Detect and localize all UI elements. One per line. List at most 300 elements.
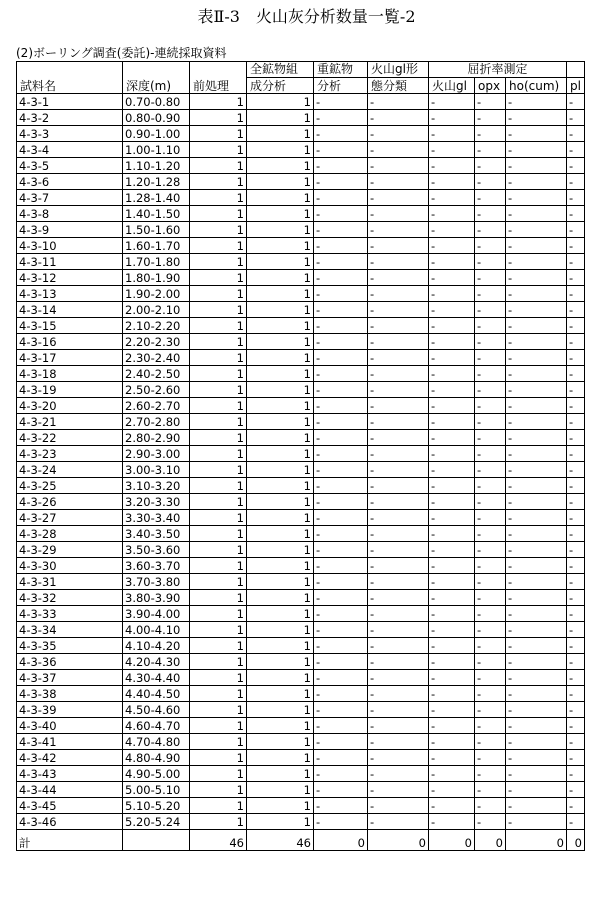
- depth-cell: 1.50-1.60: [123, 222, 190, 238]
- sample-cell: 4-3-30: [17, 558, 123, 574]
- total-r-ho: 0: [506, 830, 567, 851]
- depth-cell: 2.80-2.90: [123, 430, 190, 446]
- r-pl-cell: -: [567, 798, 585, 814]
- allmin-cell: 1: [247, 766, 314, 782]
- allmin-cell: 1: [247, 110, 314, 126]
- heavy-cell: -: [314, 302, 368, 318]
- allmin-cell: 1: [247, 718, 314, 734]
- header-r-ho: ho(cum): [506, 78, 567, 94]
- heavy-cell: -: [314, 574, 368, 590]
- r-glass-cell: -: [429, 590, 475, 606]
- glass-cell: -: [368, 334, 429, 350]
- table-row: [17, 494, 585, 510]
- total-label: 計: [17, 830, 123, 851]
- sample-cell: 4-3-45: [17, 798, 123, 814]
- r-ho-cell: -: [506, 670, 567, 686]
- heavy-cell: -: [314, 686, 368, 702]
- r-ho-cell: -: [506, 254, 567, 270]
- depth-cell: 3.60-3.70: [123, 558, 190, 574]
- sample-cell: 4-3-31: [17, 574, 123, 590]
- table-row: [17, 542, 585, 558]
- pretreat-cell: 1: [190, 430, 247, 446]
- pretreat-cell: 1: [190, 558, 247, 574]
- pretreat-cell: 1: [190, 302, 247, 318]
- r-pl-cell: -: [567, 606, 585, 622]
- table-row: [17, 350, 585, 366]
- r-glass-cell: -: [429, 126, 475, 142]
- sample-cell: 4-3-1: [17, 94, 123, 110]
- heavy-cell: -: [314, 638, 368, 654]
- pretreat-cell: 1: [190, 270, 247, 286]
- depth-cell: 0.80-0.90: [123, 110, 190, 126]
- heavy-cell: -: [314, 414, 368, 430]
- r-pl-cell: -: [567, 366, 585, 382]
- r-opx-cell: -: [475, 654, 506, 670]
- pretreat-cell: 1: [190, 494, 247, 510]
- r-opx-cell: -: [475, 462, 506, 478]
- r-glass-cell: -: [429, 718, 475, 734]
- pretreat-cell: 1: [190, 782, 247, 798]
- heavy-cell: -: [314, 734, 368, 750]
- allmin-cell: 1: [247, 526, 314, 542]
- r-ho-cell: -: [506, 654, 567, 670]
- pretreat-cell: 1: [190, 254, 247, 270]
- allmin-cell: 1: [247, 558, 314, 574]
- total-depth-cell: [123, 830, 190, 851]
- r-pl-cell: -: [567, 206, 585, 222]
- header-depth: 深度(m): [123, 62, 190, 94]
- table-row: [17, 222, 585, 238]
- allmin-cell: 1: [247, 590, 314, 606]
- table-subtitle: (2)ボーリング調査(委託)-連続採取資料: [16, 46, 227, 60]
- r-opx-cell: -: [475, 366, 506, 382]
- table-row: [17, 126, 585, 142]
- r-ho-cell: -: [506, 622, 567, 638]
- r-ho-cell: -: [506, 750, 567, 766]
- total-heavy: 0: [314, 830, 368, 851]
- r-pl-cell: -: [567, 478, 585, 494]
- heavy-cell: -: [314, 622, 368, 638]
- r-glass-cell: -: [429, 558, 475, 574]
- glass-cell: -: [368, 510, 429, 526]
- r-glass-cell: -: [429, 238, 475, 254]
- allmin-cell: 1: [247, 638, 314, 654]
- heavy-cell: -: [314, 654, 368, 670]
- r-ho-cell: -: [506, 126, 567, 142]
- r-pl-cell: -: [567, 766, 585, 782]
- r-opx-cell: -: [475, 542, 506, 558]
- r-pl-cell: -: [567, 302, 585, 318]
- r-glass-cell: -: [429, 526, 475, 542]
- table-row: [17, 702, 585, 718]
- r-glass-cell: -: [429, 542, 475, 558]
- r-opx-cell: -: [475, 446, 506, 462]
- sample-cell: 4-3-37: [17, 670, 123, 686]
- r-pl-cell: -: [567, 446, 585, 462]
- table-row: [17, 654, 585, 670]
- r-pl-cell: -: [567, 430, 585, 446]
- depth-cell: 3.10-3.20: [123, 478, 190, 494]
- header-r-pl: pl: [567, 78, 585, 94]
- allmin-cell: 1: [247, 286, 314, 302]
- r-pl-cell: -: [567, 174, 585, 190]
- pretreat-cell: 1: [190, 686, 247, 702]
- header-glass-line2: 態分類: [368, 78, 429, 94]
- table-row: [17, 238, 585, 254]
- sample-cell: 4-3-42: [17, 750, 123, 766]
- r-ho-cell: -: [506, 446, 567, 462]
- r-opx-cell: -: [475, 350, 506, 366]
- analysis-table: [16, 61, 585, 851]
- glass-cell: -: [368, 94, 429, 110]
- pretreat-cell: 1: [190, 734, 247, 750]
- pretreat-cell: 1: [190, 526, 247, 542]
- r-opx-cell: -: [475, 718, 506, 734]
- depth-cell: 2.40-2.50: [123, 366, 190, 382]
- r-ho-cell: -: [506, 318, 567, 334]
- allmin-cell: 1: [247, 382, 314, 398]
- r-opx-cell: -: [475, 222, 506, 238]
- allmin-cell: 1: [247, 750, 314, 766]
- r-ho-cell: -: [506, 414, 567, 430]
- pretreat-cell: 1: [190, 446, 247, 462]
- r-ho-cell: -: [506, 238, 567, 254]
- depth-cell: 4.40-4.50: [123, 686, 190, 702]
- r-ho-cell: -: [506, 270, 567, 286]
- allmin-cell: 1: [247, 686, 314, 702]
- pretreat-cell: 1: [190, 350, 247, 366]
- r-pl-cell: -: [567, 126, 585, 142]
- table-row: [17, 750, 585, 766]
- table-row: [17, 670, 585, 686]
- depth-cell: 4.20-4.30: [123, 654, 190, 670]
- r-ho-cell: -: [506, 222, 567, 238]
- header-refraction-spacer: [567, 62, 585, 78]
- table-row: [17, 254, 585, 270]
- allmin-cell: 1: [247, 446, 314, 462]
- r-pl-cell: -: [567, 286, 585, 302]
- heavy-cell: -: [314, 462, 368, 478]
- sample-cell: 4-3-20: [17, 398, 123, 414]
- r-pl-cell: -: [567, 494, 585, 510]
- heavy-cell: -: [314, 766, 368, 782]
- table-row: [17, 366, 585, 382]
- glass-cell: -: [368, 766, 429, 782]
- allmin-cell: 1: [247, 622, 314, 638]
- allmin-cell: 1: [247, 366, 314, 382]
- sample-cell: 4-3-46: [17, 814, 123, 830]
- table-header: [17, 62, 585, 94]
- pretreat-cell: 1: [190, 590, 247, 606]
- pretreat-cell: 1: [190, 606, 247, 622]
- sample-cell: 4-3-6: [17, 174, 123, 190]
- allmin-cell: 1: [247, 654, 314, 670]
- allmin-cell: 1: [247, 158, 314, 174]
- depth-cell: 5.00-5.10: [123, 782, 190, 798]
- table-row: [17, 286, 585, 302]
- pretreat-cell: 1: [190, 414, 247, 430]
- allmin-cell: 1: [247, 798, 314, 814]
- glass-cell: -: [368, 206, 429, 222]
- depth-cell: 4.90-5.00: [123, 766, 190, 782]
- pretreat-cell: 1: [190, 366, 247, 382]
- r-glass-cell: -: [429, 174, 475, 190]
- r-pl-cell: -: [567, 574, 585, 590]
- sample-cell: 4-3-29: [17, 542, 123, 558]
- r-glass-cell: -: [429, 750, 475, 766]
- table-row: [17, 398, 585, 414]
- glass-cell: -: [368, 478, 429, 494]
- allmin-cell: 1: [247, 510, 314, 526]
- pretreat-cell: 1: [190, 126, 247, 142]
- sample-cell: 4-3-13: [17, 286, 123, 302]
- r-ho-cell: -: [506, 302, 567, 318]
- table-row: [17, 782, 585, 798]
- allmin-cell: 1: [247, 126, 314, 142]
- r-glass-cell: -: [429, 414, 475, 430]
- glass-cell: -: [368, 430, 429, 446]
- table-row: [17, 590, 585, 606]
- r-glass-cell: -: [429, 142, 475, 158]
- depth-cell: 1.28-1.40: [123, 190, 190, 206]
- allmin-cell: 1: [247, 478, 314, 494]
- pretreat-cell: 1: [190, 814, 247, 830]
- heavy-cell: -: [314, 222, 368, 238]
- header-heavy-line2: 分析: [314, 78, 368, 94]
- glass-cell: -: [368, 782, 429, 798]
- allmin-cell: 1: [247, 782, 314, 798]
- glass-cell: -: [368, 222, 429, 238]
- glass-cell: -: [368, 606, 429, 622]
- depth-cell: 3.90-4.00: [123, 606, 190, 622]
- table-body: [17, 94, 585, 830]
- r-glass-cell: -: [429, 302, 475, 318]
- r-opx-cell: -: [475, 798, 506, 814]
- r-opx-cell: -: [475, 174, 506, 190]
- heavy-cell: -: [314, 430, 368, 446]
- sample-cell: 4-3-24: [17, 462, 123, 478]
- allmin-cell: 1: [247, 142, 314, 158]
- sample-cell: 4-3-34: [17, 622, 123, 638]
- r-pl-cell: -: [567, 222, 585, 238]
- depth-cell: 3.80-3.90: [123, 590, 190, 606]
- pretreat-cell: 1: [190, 286, 247, 302]
- r-opx-cell: -: [475, 206, 506, 222]
- r-glass-cell: -: [429, 782, 475, 798]
- r-ho-cell: -: [506, 334, 567, 350]
- heavy-cell: -: [314, 750, 368, 766]
- table-row: [17, 686, 585, 702]
- depth-cell: 2.20-2.30: [123, 334, 190, 350]
- glass-cell: -: [368, 270, 429, 286]
- glass-cell: -: [368, 414, 429, 430]
- r-opx-cell: -: [475, 478, 506, 494]
- r-opx-cell: -: [475, 686, 506, 702]
- depth-cell: 3.40-3.50: [123, 526, 190, 542]
- heavy-cell: -: [314, 494, 368, 510]
- glass-cell: -: [368, 174, 429, 190]
- glass-cell: -: [368, 366, 429, 382]
- sample-cell: 4-3-41: [17, 734, 123, 750]
- r-ho-cell: -: [506, 110, 567, 126]
- pretreat-cell: 1: [190, 142, 247, 158]
- r-glass-cell: -: [429, 702, 475, 718]
- sample-cell: 4-3-16: [17, 334, 123, 350]
- heavy-cell: -: [314, 174, 368, 190]
- table-row: [17, 510, 585, 526]
- sample-cell: 4-3-36: [17, 654, 123, 670]
- r-pl-cell: -: [567, 734, 585, 750]
- table-row: [17, 382, 585, 398]
- table-row: [17, 414, 585, 430]
- depth-cell: 4.30-4.40: [123, 670, 190, 686]
- total-r-opx: 0: [475, 830, 506, 851]
- r-glass-cell: -: [429, 318, 475, 334]
- header-glass-line1: 火山gl形: [368, 62, 429, 78]
- r-pl-cell: -: [567, 382, 585, 398]
- glass-cell: -: [368, 190, 429, 206]
- pretreat-cell: 1: [190, 94, 247, 110]
- glass-cell: -: [368, 286, 429, 302]
- heavy-cell: -: [314, 606, 368, 622]
- sample-cell: 4-3-40: [17, 718, 123, 734]
- r-glass-cell: -: [429, 446, 475, 462]
- glass-cell: -: [368, 686, 429, 702]
- r-glass-cell: -: [429, 638, 475, 654]
- r-pl-cell: -: [567, 462, 585, 478]
- heavy-cell: -: [314, 126, 368, 142]
- depth-cell: 1.00-1.10: [123, 142, 190, 158]
- r-glass-cell: -: [429, 254, 475, 270]
- total-r-glass: 0: [429, 830, 475, 851]
- r-glass-cell: -: [429, 510, 475, 526]
- sample-cell: 4-3-32: [17, 590, 123, 606]
- r-pl-cell: -: [567, 718, 585, 734]
- glass-cell: -: [368, 238, 429, 254]
- sample-cell: 4-3-22: [17, 430, 123, 446]
- r-ho-cell: -: [506, 718, 567, 734]
- r-glass-cell: -: [429, 478, 475, 494]
- pretreat-cell: 1: [190, 542, 247, 558]
- r-opx-cell: -: [475, 318, 506, 334]
- heavy-cell: -: [314, 478, 368, 494]
- table-row: [17, 302, 585, 318]
- r-opx-cell: -: [475, 382, 506, 398]
- table-row: [17, 574, 585, 590]
- r-pl-cell: -: [567, 750, 585, 766]
- r-opx-cell: -: [475, 238, 506, 254]
- r-pl-cell: -: [567, 350, 585, 366]
- r-glass-cell: -: [429, 606, 475, 622]
- r-pl-cell: -: [567, 654, 585, 670]
- sample-cell: 4-3-5: [17, 158, 123, 174]
- r-ho-cell: -: [506, 430, 567, 446]
- r-pl-cell: -: [567, 142, 585, 158]
- glass-cell: -: [368, 654, 429, 670]
- depth-cell: 2.70-2.80: [123, 414, 190, 430]
- r-pl-cell: -: [567, 638, 585, 654]
- sample-cell: 4-3-9: [17, 222, 123, 238]
- glass-cell: -: [368, 574, 429, 590]
- depth-cell: 5.20-5.24: [123, 814, 190, 830]
- depth-cell: 4.60-4.70: [123, 718, 190, 734]
- glass-cell: -: [368, 814, 429, 830]
- pretreat-cell: 1: [190, 670, 247, 686]
- pretreat-cell: 1: [190, 702, 247, 718]
- pretreat-cell: 1: [190, 222, 247, 238]
- sample-cell: 4-3-7: [17, 190, 123, 206]
- r-glass-cell: -: [429, 654, 475, 670]
- heavy-cell: -: [314, 446, 368, 462]
- r-glass-cell: -: [429, 766, 475, 782]
- depth-cell: 0.90-1.00: [123, 126, 190, 142]
- r-pl-cell: -: [567, 814, 585, 830]
- r-ho-cell: -: [506, 542, 567, 558]
- depth-cell: 4.70-4.80: [123, 734, 190, 750]
- r-pl-cell: -: [567, 158, 585, 174]
- pretreat-cell: 1: [190, 398, 247, 414]
- r-opx-cell: -: [475, 766, 506, 782]
- table-row: [17, 270, 585, 286]
- r-pl-cell: -: [567, 94, 585, 110]
- table-row: [17, 622, 585, 638]
- depth-cell: 0.70-0.80: [123, 94, 190, 110]
- r-pl-cell: -: [567, 526, 585, 542]
- glass-cell: -: [368, 382, 429, 398]
- heavy-cell: -: [314, 718, 368, 734]
- table-row: [17, 110, 585, 126]
- pretreat-cell: 1: [190, 110, 247, 126]
- allmin-cell: 1: [247, 606, 314, 622]
- r-ho-cell: -: [506, 206, 567, 222]
- depth-cell: 2.90-3.00: [123, 446, 190, 462]
- pretreat-cell: 1: [190, 718, 247, 734]
- pretreat-cell: 1: [190, 510, 247, 526]
- pretreat-cell: 1: [190, 238, 247, 254]
- heavy-cell: -: [314, 110, 368, 126]
- sample-cell: 4-3-19: [17, 382, 123, 398]
- r-pl-cell: -: [567, 670, 585, 686]
- r-glass-cell: -: [429, 462, 475, 478]
- r-opx-cell: -: [475, 750, 506, 766]
- glass-cell: -: [368, 494, 429, 510]
- pretreat-cell: 1: [190, 318, 247, 334]
- r-ho-cell: -: [506, 574, 567, 590]
- r-ho-cell: -: [506, 142, 567, 158]
- depth-cell: 4.00-4.10: [123, 622, 190, 638]
- r-glass-cell: -: [429, 622, 475, 638]
- depth-cell: 1.90-2.00: [123, 286, 190, 302]
- glass-cell: -: [368, 734, 429, 750]
- header-refraction: 屈折率測定: [429, 62, 567, 78]
- glass-cell: -: [368, 398, 429, 414]
- sample-cell: 4-3-39: [17, 702, 123, 718]
- r-glass-cell: -: [429, 798, 475, 814]
- table-row: [17, 478, 585, 494]
- sample-cell: 4-3-2: [17, 110, 123, 126]
- pretreat-cell: 1: [190, 478, 247, 494]
- allmin-cell: 1: [247, 430, 314, 446]
- pretreat-cell: 1: [190, 654, 247, 670]
- r-opx-cell: -: [475, 574, 506, 590]
- heavy-cell: -: [314, 270, 368, 286]
- r-pl-cell: -: [567, 270, 585, 286]
- depth-cell: 4.50-4.60: [123, 702, 190, 718]
- r-ho-cell: -: [506, 798, 567, 814]
- r-opx-cell: -: [475, 606, 506, 622]
- table-row: [17, 158, 585, 174]
- glass-cell: -: [368, 590, 429, 606]
